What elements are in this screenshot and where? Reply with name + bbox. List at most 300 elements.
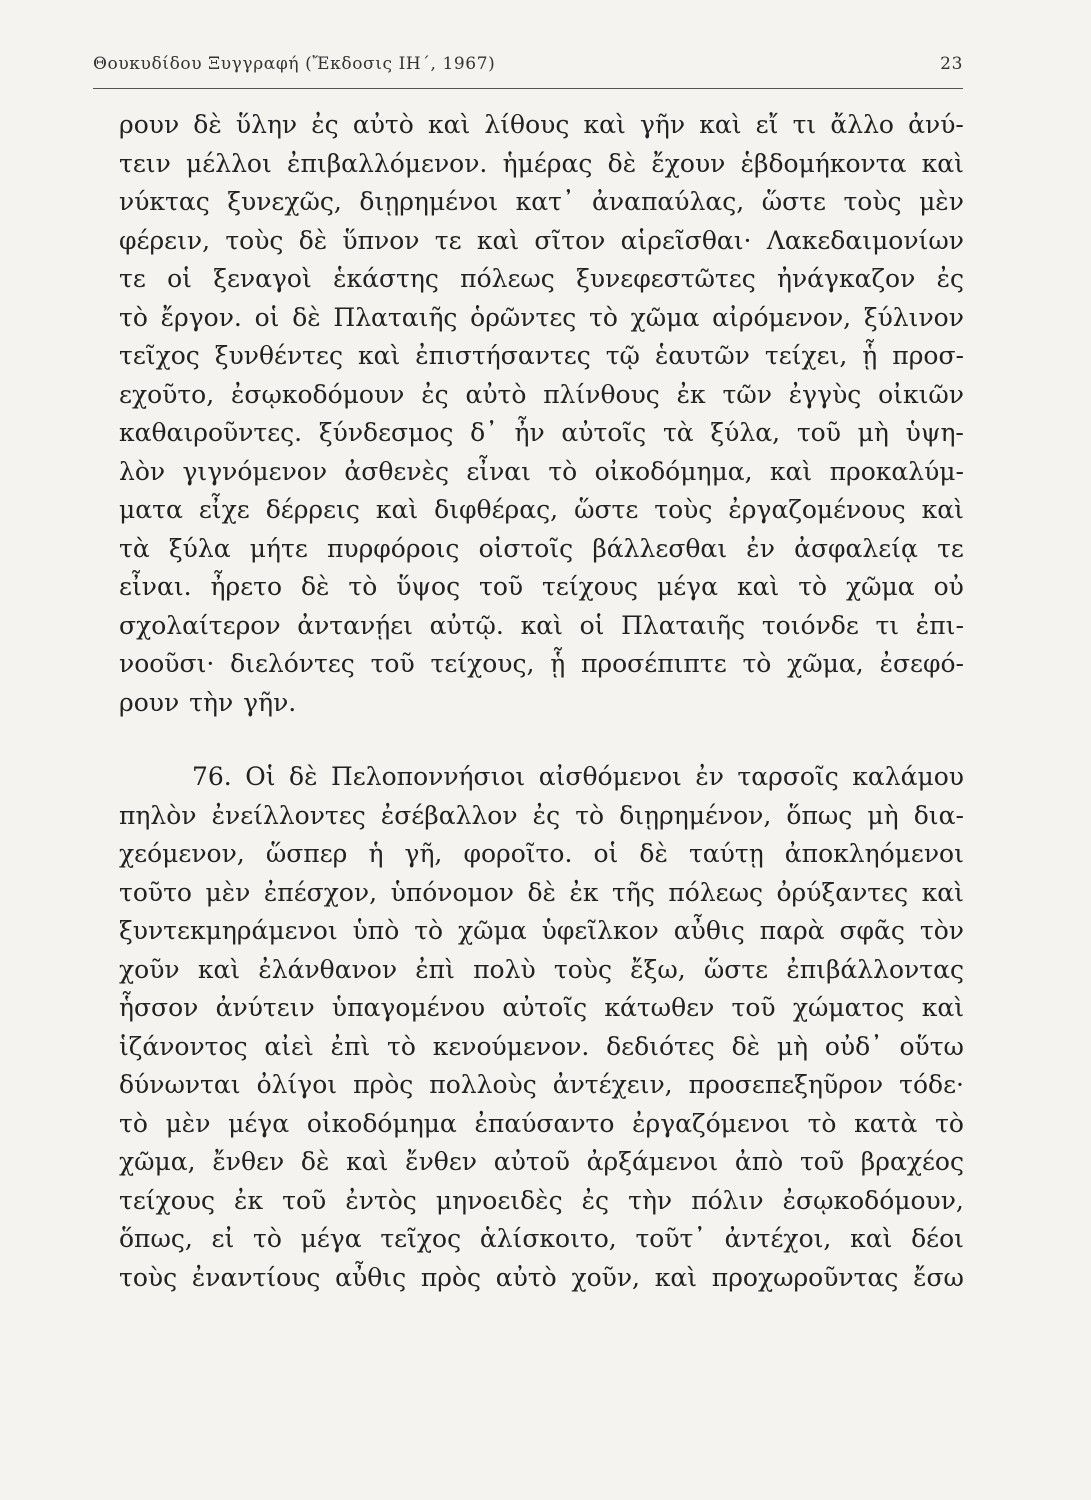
word: ἐπέσχον, bbox=[263, 877, 378, 907]
word: τὸν bbox=[919, 916, 964, 945]
paragraph-gap bbox=[119, 722, 964, 758]
word: οἱ bbox=[579, 610, 605, 640]
text-line bbox=[119, 607, 964, 646]
text-line bbox=[119, 568, 964, 607]
word: χοῦν, bbox=[571, 1262, 640, 1292]
word: ἀρξάμενοι bbox=[586, 1147, 719, 1176]
word: τείχει, bbox=[764, 341, 848, 370]
word: ξύνδεσμος bbox=[318, 418, 454, 447]
word: αὐτῷ. bbox=[429, 610, 504, 640]
word: ἐσῳκοδόμουν bbox=[231, 379, 405, 409]
word: δὲ bbox=[527, 877, 556, 907]
word: ἐκ bbox=[676, 379, 706, 409]
word: δὲ bbox=[639, 839, 668, 868]
word: ἐνείλλοντες bbox=[211, 800, 366, 830]
text-line bbox=[119, 337, 964, 376]
word: εχοῦτο, bbox=[119, 379, 215, 409]
word: δύνωνται bbox=[119, 1070, 241, 1099]
word: ἠνάγκαζον bbox=[776, 264, 916, 293]
word: ὕλην bbox=[235, 110, 298, 139]
word: καὶ bbox=[921, 148, 964, 178]
word: δ᾽ bbox=[470, 418, 498, 447]
word: αἰσθόμενοι bbox=[538, 762, 682, 791]
word: διῃρημένον, bbox=[619, 800, 772, 830]
word: τῶν bbox=[722, 379, 772, 409]
word: ξύλινον bbox=[863, 302, 964, 332]
word: τείχους, bbox=[430, 649, 535, 678]
word: εἶναι bbox=[466, 456, 531, 486]
word: ὀρύξαντες bbox=[776, 877, 909, 907]
word: ἐσῳκοδόμουν, bbox=[782, 1185, 964, 1215]
word: διελόντες bbox=[230, 649, 355, 678]
word: τὰ bbox=[119, 533, 150, 563]
word: τὸ bbox=[807, 1108, 837, 1138]
word: δέοι bbox=[911, 1224, 964, 1253]
word: τῆς bbox=[612, 877, 655, 907]
text-line bbox=[119, 491, 964, 530]
word: ἐπὶ bbox=[330, 1031, 371, 1061]
word: δὲ bbox=[607, 148, 637, 178]
word: προχωροῦντας bbox=[711, 1262, 899, 1292]
word: τοῦτο bbox=[119, 877, 192, 907]
word: μήτε bbox=[249, 533, 308, 563]
word: δὲ bbox=[731, 1031, 761, 1061]
word: ἐπιστήσαντες bbox=[415, 341, 591, 370]
word: ἔργον. bbox=[160, 302, 242, 332]
word: Πελοποννήσιοι bbox=[331, 762, 526, 791]
word: αὐτὸ bbox=[465, 379, 527, 409]
word: ἐναντίους bbox=[191, 1262, 321, 1292]
word: ὀλίγοι bbox=[256, 1070, 338, 1099]
word: ὥστε bbox=[703, 954, 769, 984]
word: οὐδ᾽ bbox=[824, 1031, 883, 1061]
word: ὑπὸ bbox=[352, 916, 400, 945]
word: τῷ bbox=[605, 341, 640, 370]
word: πολλοὺς bbox=[429, 1070, 537, 1099]
word: τὸ bbox=[935, 1108, 964, 1138]
word: παρὰ bbox=[759, 916, 825, 945]
word: τὸ bbox=[119, 302, 148, 332]
word: ἔνθεν bbox=[212, 1147, 285, 1176]
word: ἐργαζόμενοι bbox=[632, 1108, 790, 1138]
word: ταρσοῖς bbox=[737, 762, 839, 791]
word: φέρειν, bbox=[119, 225, 211, 255]
word: τειν bbox=[119, 148, 171, 178]
word: ᾗ bbox=[862, 341, 878, 370]
word: μὴ bbox=[857, 418, 889, 447]
text-line bbox=[119, 106, 964, 145]
word: δὲ bbox=[300, 572, 330, 601]
word: κενούμενον. bbox=[432, 1031, 590, 1061]
word: ἀντανῄει bbox=[297, 610, 413, 640]
text-line bbox=[119, 530, 964, 569]
word: ξεναγοὶ bbox=[213, 264, 312, 293]
word: καὶ bbox=[921, 993, 964, 1022]
text-line bbox=[119, 414, 964, 453]
word: ἀσφαλείᾳ bbox=[794, 533, 918, 563]
word: χεόμενον, bbox=[119, 839, 245, 868]
word: ἀσθενὲς bbox=[344, 456, 449, 486]
word: χῶμα, bbox=[787, 649, 864, 678]
word: προσ- bbox=[892, 341, 964, 370]
word: εἶναι. bbox=[119, 572, 192, 601]
word: κάτωθεν bbox=[604, 993, 715, 1022]
word: τοῦτ᾽ bbox=[635, 1224, 706, 1253]
text-line bbox=[119, 260, 964, 299]
word: νοοῦσι· bbox=[119, 649, 215, 678]
word: οὐ bbox=[933, 572, 964, 601]
word: ἀπὸ bbox=[734, 1147, 784, 1176]
text-line bbox=[119, 222, 964, 261]
text-line bbox=[119, 835, 964, 874]
word: ὁρῶντες bbox=[470, 302, 577, 332]
word: ἐκ bbox=[569, 877, 599, 907]
word: ἔνθεν bbox=[405, 1147, 477, 1176]
word: πολὺ bbox=[473, 954, 536, 984]
word: γῆ, bbox=[404, 839, 443, 868]
word: τοῦ bbox=[479, 572, 524, 601]
word: πόλεως bbox=[460, 264, 555, 293]
word: τὸ bbox=[387, 1031, 416, 1061]
word: οἰκοδόμημα bbox=[306, 1108, 457, 1138]
word: καὶ bbox=[197, 954, 241, 984]
word: χώματος bbox=[792, 993, 905, 1022]
word: ἐντὸς bbox=[345, 1185, 417, 1215]
word: ἐπιβαλλόμενον. bbox=[287, 148, 488, 178]
word: χῶμα bbox=[846, 572, 915, 601]
word: 76. bbox=[192, 762, 232, 791]
word: ἔχουν bbox=[651, 148, 726, 178]
word: τὸ bbox=[253, 1224, 282, 1253]
word: λίθους bbox=[484, 110, 570, 139]
word: οἱ bbox=[167, 264, 192, 293]
word: τοὺς bbox=[843, 187, 902, 216]
word: ἐν bbox=[695, 762, 724, 791]
text-line bbox=[119, 951, 964, 990]
text-line bbox=[119, 183, 964, 222]
word: καλάμου bbox=[852, 762, 964, 791]
word: προκαλύμ- bbox=[829, 456, 964, 486]
text-line bbox=[119, 299, 964, 338]
word: σῖτον bbox=[534, 225, 606, 255]
word: ἑκάστης bbox=[333, 264, 439, 293]
word: καὶ bbox=[427, 110, 471, 139]
word: τι bbox=[792, 110, 817, 139]
word: τὸ bbox=[548, 456, 578, 486]
word: τὸ bbox=[119, 1108, 148, 1138]
word: τείχους bbox=[542, 572, 639, 601]
word: μέγα bbox=[300, 1224, 362, 1253]
word: Πλαταιῆς bbox=[333, 302, 458, 332]
word: ἀντέχοι, bbox=[724, 1224, 832, 1253]
word: ἀνύτειν bbox=[215, 993, 315, 1022]
word: χῶμα, bbox=[119, 1147, 196, 1176]
word: ἐπιβάλλοντας bbox=[786, 954, 964, 984]
word: χοῦν bbox=[119, 954, 180, 984]
word: αἰρόμενον, bbox=[712, 302, 852, 332]
text-line bbox=[119, 1105, 964, 1144]
word: καὶ bbox=[769, 456, 813, 486]
word: ἐσέβαλλον bbox=[380, 800, 518, 830]
word: ὅπως, bbox=[119, 1224, 193, 1253]
word: πόλιν bbox=[691, 1185, 764, 1215]
word: ὑπόνομον bbox=[390, 877, 514, 907]
word: τεῖχος bbox=[380, 1224, 462, 1253]
word: τοῦ bbox=[731, 993, 776, 1022]
header-rule bbox=[93, 88, 963, 89]
word: ρουν bbox=[119, 110, 180, 139]
word: αὖθις bbox=[335, 1262, 407, 1292]
word: αἱρεῖσθαι· bbox=[620, 225, 752, 255]
word: ἀνύ- bbox=[908, 110, 964, 139]
word: καὶ bbox=[346, 1147, 389, 1176]
word: ἑβδομήκοντα bbox=[740, 148, 907, 178]
word: ἐσεφό- bbox=[879, 649, 964, 678]
word: ἐπι- bbox=[915, 610, 964, 640]
word: πλίνθους bbox=[543, 379, 660, 409]
word: οἱ bbox=[254, 302, 280, 332]
text-line bbox=[119, 376, 964, 415]
word: τόδε· bbox=[899, 1070, 964, 1099]
word: ἐς bbox=[311, 110, 339, 139]
word: νύκτας bbox=[119, 187, 210, 216]
word: προσεπεξηῦρον bbox=[688, 1070, 884, 1099]
word: αὐτὸ bbox=[352, 110, 414, 139]
word: ἱζάνοντος bbox=[119, 1031, 248, 1061]
word: ξυνθέντες bbox=[214, 341, 343, 370]
word: ὕπνον bbox=[342, 225, 420, 255]
word: ἦν bbox=[514, 418, 545, 447]
word: οἱ bbox=[593, 839, 619, 868]
word: καὶ bbox=[736, 572, 780, 601]
word: χῶμα bbox=[458, 916, 527, 945]
word: ἐπαύσαντο bbox=[474, 1108, 615, 1138]
word: Λακεδαιμονίων bbox=[766, 225, 964, 255]
word: τε bbox=[937, 533, 964, 563]
word: ὑφεῖλκον bbox=[541, 916, 659, 945]
word: κατ᾽ bbox=[515, 187, 575, 216]
word: πρὸς bbox=[353, 1070, 414, 1099]
word: δὲ bbox=[300, 1147, 330, 1176]
word: δὲ bbox=[292, 302, 321, 332]
word: πρὸς bbox=[420, 1262, 481, 1292]
word: ματα bbox=[119, 495, 183, 524]
word: ἐς bbox=[581, 1185, 610, 1215]
word: ὥστε bbox=[761, 187, 826, 216]
word: ἧσσον bbox=[119, 993, 199, 1022]
word: τὸ bbox=[348, 572, 378, 601]
word: ὥστε bbox=[574, 495, 639, 524]
word: γῆν bbox=[639, 110, 686, 139]
text-line bbox=[119, 1259, 964, 1298]
paragraph-2 bbox=[119, 758, 964, 1297]
word: ἡμέρας bbox=[502, 148, 593, 178]
word: ᾗ bbox=[550, 649, 566, 678]
word: καὶ bbox=[476, 225, 520, 255]
word: ρουν bbox=[119, 687, 180, 717]
word: αὖθις bbox=[673, 916, 745, 945]
word: ἀποκληόμενοι bbox=[784, 839, 964, 868]
word: ὑψη- bbox=[905, 418, 964, 447]
word: εἴ bbox=[755, 110, 779, 139]
word: δεδιότες bbox=[606, 1031, 715, 1061]
word: ἔσω bbox=[913, 1262, 964, 1292]
word: τείχους bbox=[119, 1185, 215, 1215]
word: καὶ bbox=[699, 110, 742, 139]
word: τοῦ bbox=[799, 1147, 845, 1176]
word: ἐγγὺς bbox=[788, 379, 862, 409]
word: ἐπὶ bbox=[415, 954, 455, 984]
word: ἁλίσκοιτο, bbox=[479, 1224, 617, 1253]
word: καὶ bbox=[654, 1262, 698, 1292]
word: ξυνεφεστῶτες bbox=[576, 264, 756, 293]
word: τὸ bbox=[575, 800, 605, 830]
running-title: Θουκυδίδου Ξυγγραφή (Ἔκδοσις ΙΗ΄, 1967) bbox=[93, 54, 496, 74]
word: εἶχε bbox=[198, 495, 250, 524]
word: σχολαίτερον bbox=[119, 610, 281, 640]
word: γῆν. bbox=[243, 687, 297, 717]
word: οἰκιῶν bbox=[878, 379, 964, 409]
word: μὲν bbox=[165, 1108, 211, 1138]
word: δια- bbox=[913, 800, 964, 830]
word: μηνοειδὲς bbox=[435, 1185, 563, 1215]
word: ἀντέχειν, bbox=[552, 1070, 673, 1099]
text-line bbox=[119, 1028, 964, 1067]
word: τοὺς bbox=[654, 495, 713, 524]
word: ἐς bbox=[936, 264, 964, 293]
word: τὴν bbox=[189, 687, 234, 717]
word: τὸ bbox=[414, 916, 444, 945]
word: βάλλεσθαι bbox=[592, 533, 728, 563]
word: οἰκοδόμημα, bbox=[594, 456, 753, 486]
word: μὲν bbox=[205, 877, 251, 907]
text-line bbox=[119, 1220, 964, 1259]
text-line bbox=[119, 912, 964, 951]
word: τοῦ bbox=[370, 649, 415, 678]
text-line bbox=[119, 645, 964, 684]
word: ξύλα, bbox=[710, 418, 781, 447]
word: τοὺς bbox=[119, 1262, 178, 1292]
word: Οἱ bbox=[245, 762, 276, 791]
word: αὐτοῦ bbox=[493, 1147, 570, 1176]
word: τὸ bbox=[798, 572, 828, 601]
word: διῃρημένοι bbox=[359, 187, 499, 216]
word: κατὰ bbox=[854, 1108, 918, 1138]
word: ἄλλο bbox=[830, 110, 894, 139]
word: μέγα bbox=[228, 1108, 290, 1138]
word: τοὺς bbox=[225, 225, 284, 255]
word: δὲ bbox=[298, 225, 328, 255]
word: πηλὸν bbox=[119, 800, 197, 830]
word: δέρρεις bbox=[265, 495, 360, 524]
word: οἰστοῖς bbox=[478, 533, 574, 563]
word: εἰ bbox=[211, 1224, 235, 1253]
word: ξυντεκμηράμενοι bbox=[119, 916, 338, 945]
word: σφᾶς bbox=[839, 916, 905, 945]
word: αὐτοῖς bbox=[502, 993, 588, 1022]
word: καὶ bbox=[357, 341, 401, 370]
text-line bbox=[119, 797, 964, 836]
word: μέγα bbox=[656, 572, 718, 601]
text-line bbox=[119, 1143, 964, 1182]
word: λὸν bbox=[119, 456, 166, 486]
word: προσέπιπτε bbox=[581, 649, 727, 678]
word: ἐκ bbox=[234, 1185, 264, 1215]
word: δὲ bbox=[289, 762, 318, 791]
word: τε bbox=[119, 264, 146, 293]
text-line bbox=[119, 453, 964, 492]
word: ὕψος bbox=[396, 572, 461, 601]
word: φοροῖτο. bbox=[463, 839, 573, 868]
text-line bbox=[119, 989, 964, 1028]
word: ἐς bbox=[532, 800, 561, 830]
word: ἐν bbox=[746, 533, 775, 563]
paragraph-1 bbox=[119, 106, 964, 722]
text-line bbox=[119, 874, 964, 913]
word: μὴ bbox=[776, 1031, 809, 1061]
text-line bbox=[119, 1182, 964, 1221]
text-line bbox=[119, 758, 964, 797]
word: τοὺς bbox=[553, 954, 612, 984]
text-line bbox=[119, 145, 964, 184]
word: τεῖχος bbox=[119, 341, 200, 370]
word: ὑπαγομένου bbox=[331, 993, 486, 1022]
word: πυρφόροις bbox=[326, 533, 460, 563]
word: ἦρετο bbox=[210, 572, 283, 601]
word: τὸ bbox=[742, 649, 772, 678]
word: βραχέος bbox=[860, 1147, 964, 1176]
word: χῶμα bbox=[630, 302, 700, 332]
word: ξύλα bbox=[168, 533, 231, 563]
word: οὕτω bbox=[899, 1031, 964, 1061]
text-line bbox=[119, 1066, 964, 1105]
word: αὐτοῖς bbox=[561, 418, 647, 447]
word: τοῦ bbox=[282, 1185, 327, 1215]
word: ἑαυτῶν bbox=[654, 341, 750, 370]
word: τοῦ bbox=[796, 418, 841, 447]
word: αἰεὶ bbox=[264, 1031, 314, 1061]
word: καὶ bbox=[921, 495, 964, 524]
word: ἔξω, bbox=[630, 954, 686, 984]
body-text bbox=[119, 106, 964, 1297]
word: μὲν bbox=[919, 187, 964, 216]
word: ὥσπερ bbox=[265, 839, 348, 868]
word: ξυνεχῶς, bbox=[227, 187, 342, 216]
word: μὴ bbox=[867, 800, 899, 830]
word: μέλλοι bbox=[186, 148, 272, 178]
word: καὶ bbox=[520, 610, 563, 640]
word: τε bbox=[434, 225, 462, 255]
word: ἐς bbox=[421, 379, 449, 409]
word: ἀναπαύλας, bbox=[592, 187, 745, 216]
word: διφθέρας, bbox=[434, 495, 559, 524]
word: τὸ bbox=[589, 302, 618, 332]
word: τι bbox=[875, 610, 900, 640]
word: ὅπως bbox=[786, 800, 853, 830]
word: γιγνόμενον bbox=[182, 456, 328, 486]
word: καὶ bbox=[375, 495, 419, 524]
page-number: 23 bbox=[940, 54, 963, 74]
word: καὶ bbox=[921, 877, 964, 907]
word: ἡ bbox=[368, 839, 384, 868]
word: ταύτῃ bbox=[688, 839, 764, 868]
word: δὲ bbox=[193, 110, 222, 139]
text-line bbox=[119, 684, 964, 723]
word: τὴν bbox=[628, 1185, 673, 1215]
word: καὶ bbox=[850, 1224, 893, 1253]
word: Πλαταιῆς bbox=[621, 610, 746, 640]
word: πόλεως bbox=[668, 877, 763, 907]
